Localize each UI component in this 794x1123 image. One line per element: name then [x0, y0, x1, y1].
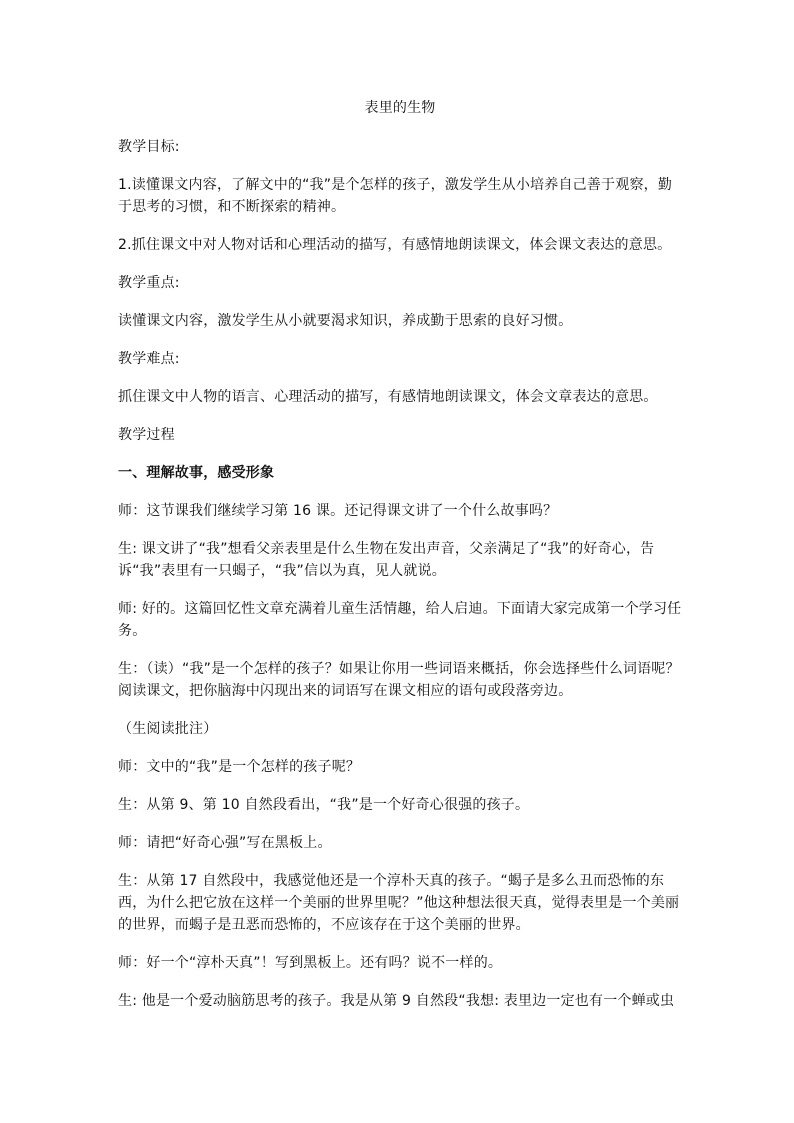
stage-direction: （生阅读批注）: [118, 721, 218, 737]
dialogue-line-10: 生: 他是一个爱动脑筋思考的孩子。我是从第 9 自然段“我想: 表里边一定也有一个蝉或虫: [118, 993, 675, 1009]
dialogue-line-2: 生: 课文讲了“我”想看父亲表里是什么生物在发出声音，父亲满足了“我”的好奇心，告诉“我”表里有一只蝎子，“我”信以为真，见人就说。: [118, 541, 655, 579]
dialogue-line-1: 师：这节课我们继续学习第 16 课。还记得课文讲了一个什么故事吗？: [118, 503, 558, 519]
dialogue-line-9: 师：好一个“淳朴天真”！写到黑板上。还有吗？说不一样的。: [118, 955, 503, 971]
dialogue-line-8: 生：从第 17 自然段中，我感觉他还是一个淳朴天真的孩子。“蝎子是多么丑而恐怖的东西，为什么把它放在这样一个美丽的世界里呢？”他这种想法很天真，觉得表里是一个美丽的世界，而蝎子是丑恶而恐怖的，不应该存在于这个美丽的世界。: [118, 873, 680, 933]
dialogue-line-7: 师：请把“好奇心强”写在黑板上。: [118, 835, 332, 851]
dialogue-line-4: 生：（读）“我”是一个怎样的孩子？如果让你用一些词语来概括，你会选择些什么词语呢？阅读课文，把你脑海中闪现出来的词语写在课文相应的语句或段落旁边。: [118, 661, 680, 699]
key-points-text: 读懂课文内容，激发学生从小就要渴求知识，养成勤于思索的良好习惯。: [118, 313, 573, 329]
section-heading-objectives: 教学目标:: [118, 139, 180, 155]
document-content: [118, 98, 682, 1026]
subsection-heading: 一、理解故事，感受形象: [118, 465, 275, 481]
objective-1: 1.读懂课文内容，了解文中的“我”是个怎样的孩子，激发学生从小培养自己善于观察，勤于思考的习惯，和不断探索的精神。: [118, 177, 673, 215]
dialogue-line-3: 师: 好的。这篇回忆性文章充满着儿童生活情趣，给人启迪。下面请大家完成第一个学习任务。: [118, 601, 682, 639]
document-title: 表里的生物: [364, 100, 436, 116]
section-heading-key-points: 教学重点:: [118, 275, 180, 291]
difficulties-text: 抓住课文中人物的语言、心理活动的描写，有感情地朗读课文，体会文章表达的意思。: [118, 389, 658, 405]
section-heading-difficulties: 教学难点:: [118, 351, 180, 367]
objective-2: 2.抓住课文中对人物对话和心理活动的描写，有感情地朗读课文，体会课文表达的意思。: [118, 237, 672, 253]
dialogue-line-6: 生：从第 9、第 10 自然段看出，“我”是一个好奇心很强的孩子。: [118, 797, 530, 813]
dialogue-line-5: 师：文中的“我”是一个怎样的孩子呢？: [118, 759, 361, 775]
section-heading-process: 教学过程: [118, 427, 175, 443]
